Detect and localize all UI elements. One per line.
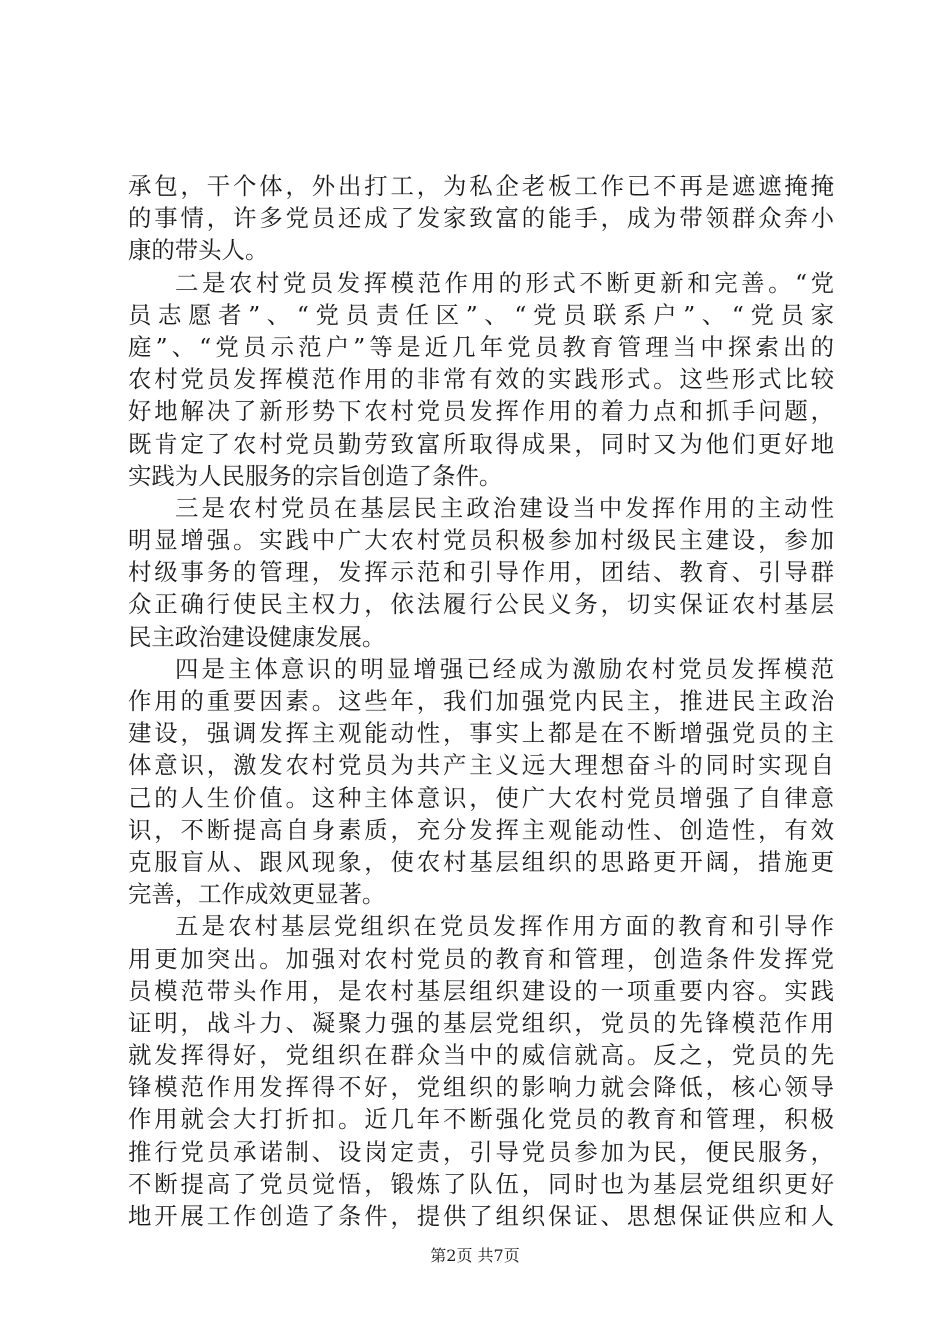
document-body — [128, 170, 834, 1232]
text-line: 众正确行使民主权力，依法履行公民义务，切实保证农村基层 — [128, 590, 834, 619]
text-line: 实践为人民服务的宗旨创造了条件。 — [128, 461, 503, 490]
text-line: 克服盲从、跟风现象，使农村基层组织的思路更开阔，措施更 — [128, 847, 834, 876]
text-line: 员模范带头作用，是农村基层组织建设的一项重要内容。实践 — [128, 976, 834, 1005]
text-line: 好地解决了新形势下农村党员发挥作用的着力点和抓手问题， — [128, 397, 834, 426]
text-line: 作用的重要因素。这些年，我们加强党内民主，推进民主政治 — [128, 687, 834, 715]
text-line: 锋模范作用发挥得不好，党组织的影响力就会降低，核心领导 — [128, 1073, 834, 1102]
text-line: 建设，强调发挥主观能动性，事实上都是在不断增强党员的主 — [128, 719, 834, 748]
text-line: 康的带头人。 — [128, 236, 269, 265]
text-line: 体意识，激发农村党员为共产主义远大理想奋斗的同时实现自 — [128, 751, 834, 780]
text-line: 不断提高了党员觉悟，锻炼了队伍，同时也为基层党组织更好 — [128, 1169, 834, 1198]
page-footer — [0, 1243, 950, 1266]
text-line: 员志愿者”、“党员责任区”、“党员联系户”、“党员家 — [128, 300, 834, 329]
text-line: 就发挥得好，党组织在群众当中的威信就高。反之，党员的先 — [128, 1041, 834, 1070]
text-line: 的事情，许多党员还成了发家致富的能手，成为带领群众奔小 — [128, 204, 834, 233]
text-line: 既肯定了农村党员勤劳致富所取得成果，同时又为他们更好地 — [128, 429, 834, 458]
text-line: 明显增强。实践中广大农村党员积极参加村级民主建设，参加 — [128, 526, 834, 555]
page-number-indicator: 第2页 共7页 — [430, 1246, 520, 1265]
text-line: 村级事务的管理，发挥示范和引导作用，团结、教育、引导群 — [128, 558, 834, 587]
text-line: 用更加突出。加强对农村党员的教育和管理，创造条件发挥党 — [128, 944, 834, 973]
text-line: 民主政治建设健康发展。 — [128, 622, 386, 651]
text-line: 己的人生价值。这种主体意识，使广大农村党员增强了自律意 — [128, 783, 834, 812]
text-line: 二是农村党员发挥模范作用的形式不断更新和完善。“党 — [175, 268, 834, 297]
text-line: 推行党员承诺制、设岗定责，引导党员参加为民，便民服务， — [128, 1137, 834, 1166]
text-line: 四是主体意识的明显增强已经成为激励农村党员发挥模范 — [175, 654, 834, 683]
text-line: 农村党员发挥模范作用的非常有效的实践形式。这些形式比较 — [128, 365, 834, 394]
text-line: 识，不断提高自身素质，充分发挥主观能动性、创造性，有效 — [128, 815, 834, 844]
text-line: 五是农村基层党组织在党员发挥作用方面的教育和引导作 — [175, 912, 834, 941]
text-line: 三是农村党员在基层民主政治建设当中发挥作用的主动性 — [175, 493, 834, 522]
text-line: 作用就会大打折扣。近几年不断强化党员的教育和管理，积极 — [128, 1105, 834, 1134]
text-line: 证明，战斗力、凝聚力强的基层党组织，党员的先锋模范作用 — [128, 1008, 834, 1037]
text-line: 完善，工作成效更显著。 — [128, 880, 386, 909]
text-line: 地开展工作创造了条件，提供了组织保证、思想保证供应和人 — [128, 1202, 834, 1230]
text-line: 承包，干个体，外出打工，为私企老板工作已不再是遮遮掩掩 — [128, 172, 834, 200]
text-line: 庭”、“党员示范户”等是近几年党员教育管理当中探索出的 — [128, 332, 834, 361]
